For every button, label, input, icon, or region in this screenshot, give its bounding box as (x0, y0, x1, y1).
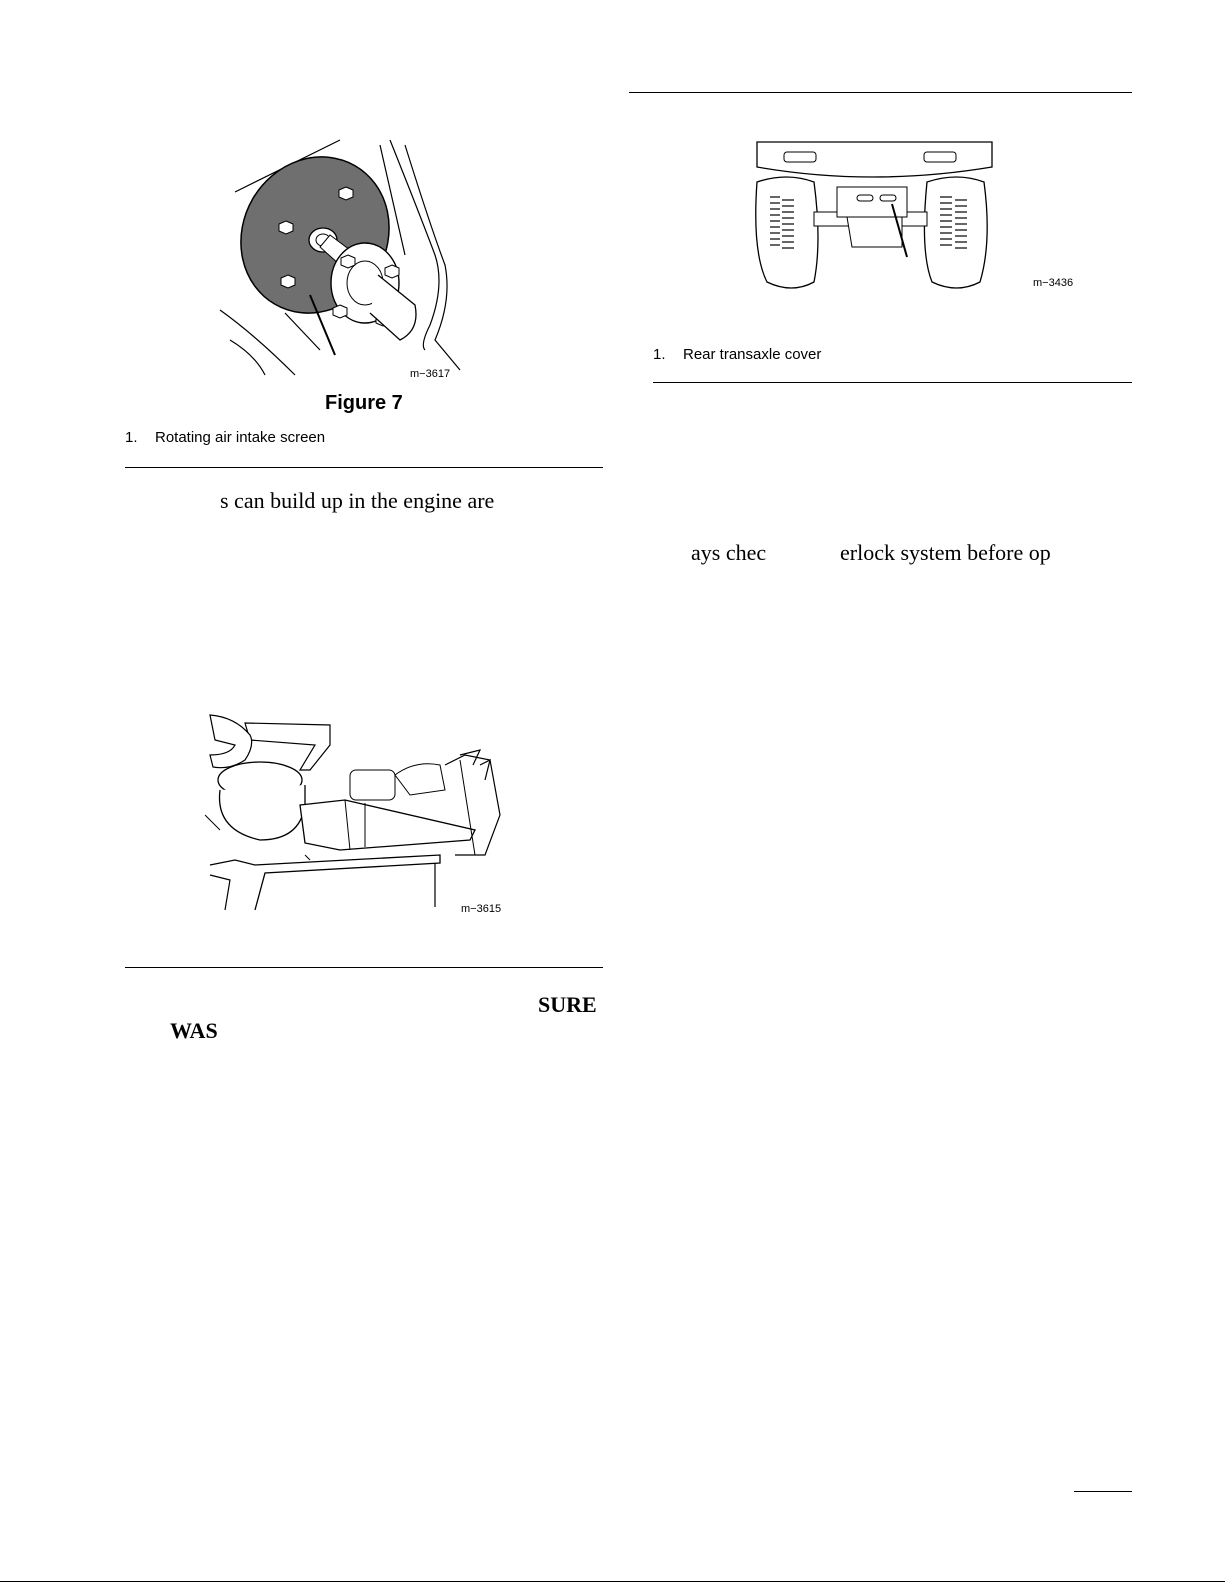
rear-transaxle-illustration (752, 142, 1032, 302)
figure7-callout-text: Rotating air intake screen (155, 429, 326, 446)
page-bottom-rule (0, 1581, 1225, 1582)
blower-illustration (205, 715, 505, 910)
figure7-bottom-rule (125, 467, 603, 468)
blower-bottom-rule (125, 967, 603, 968)
footer-short-rule (1074, 1491, 1132, 1492)
right-figure-bottom-rule (653, 382, 1132, 383)
left-body-fragment-1: s can build up in the engine are (220, 488, 495, 513)
blower-figure-code: m−3615 (461, 903, 502, 915)
left-body-fragment-3: WAS (170, 1018, 218, 1043)
figure7-title: Figure 7 (325, 392, 403, 414)
right-body-fragment-1: ays chec (691, 540, 767, 565)
left-body-fragment-2: SURE (538, 992, 597, 1017)
right-figure-code: m−3436 (1033, 277, 1074, 289)
top-right-rule (629, 92, 1132, 93)
right-figure-callout-text: Rear transaxle cover (683, 346, 822, 363)
figure7-illustration (220, 135, 480, 380)
right-figure-callout-number: 1. (653, 346, 666, 363)
right-body-fragment-2: erlock system before op (840, 540, 1051, 565)
figure7-callout-number: 1. (125, 429, 138, 446)
figure7-code: m−3617 (410, 368, 451, 380)
